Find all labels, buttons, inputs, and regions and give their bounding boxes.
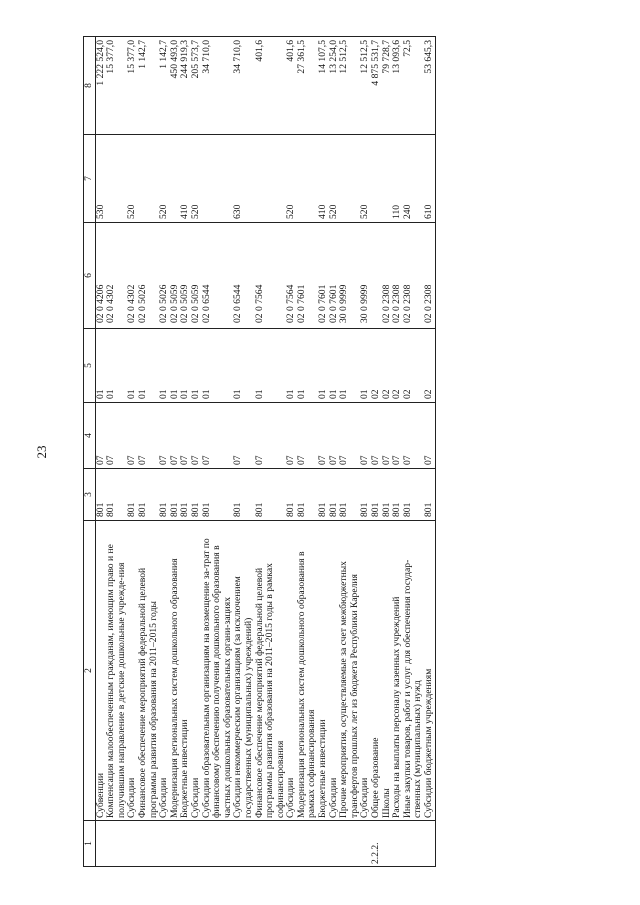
header-col-2: 2 — [84, 521, 96, 821]
row-code-3: 801 — [382, 469, 393, 521]
row-code-7: 630 — [233, 135, 254, 223]
row-code-5: 01 — [318, 329, 329, 403]
row-code-3: 801 — [329, 469, 340, 521]
row-code-5: 02 — [403, 329, 424, 403]
row-amount: 27 361,5 — [297, 37, 318, 135]
row-number — [202, 821, 234, 867]
row-code-4: 07 — [403, 403, 424, 469]
row-code-5: 02 — [371, 329, 382, 403]
table-row — [339, 37, 360, 867]
row-code-5: 01 — [170, 329, 181, 403]
table-body — [95, 37, 435, 867]
row-number — [159, 821, 170, 867]
row-code-4: 07 — [255, 403, 287, 469]
row-number — [138, 821, 159, 867]
row-code-4: 07 — [138, 403, 159, 469]
row-number — [339, 821, 360, 867]
table-row — [424, 37, 435, 867]
row-number — [424, 821, 435, 867]
row-code-5: 02 — [424, 329, 435, 403]
row-code-3: 801 — [202, 469, 234, 521]
header-col-8: 8 — [84, 37, 96, 135]
row-amount: 53 645,3 — [424, 37, 435, 135]
row-code-4: 07 — [339, 403, 360, 469]
row-code-3: 801 — [233, 469, 254, 521]
row-code-3: 801 — [255, 469, 287, 521]
row-name: Прочие мероприятия, осуществляемые за счет межбюджетных трансфертов прошлых лет из бюджета Республики Карелия — [339, 521, 360, 821]
row-amount: 1 222 524,0 — [95, 37, 106, 135]
row-number — [127, 821, 138, 867]
row-code-5: 02 — [382, 329, 393, 403]
row-code-5: 01 — [180, 329, 191, 403]
table-row — [297, 37, 318, 867]
row-amount: 15 377,0 — [106, 37, 127, 135]
row-code-5: 01 — [95, 329, 106, 403]
row-number — [95, 821, 106, 867]
row-code-3: 801 — [191, 469, 202, 521]
row-number — [318, 821, 329, 867]
row-code-3: 801 — [424, 469, 435, 521]
row-code-7: 520 — [286, 135, 297, 223]
row-code-3: 801 — [95, 469, 106, 521]
table-row — [371, 37, 382, 867]
row-amount: 13 254,0 — [329, 37, 340, 135]
row-number — [233, 821, 254, 867]
row-name: Субвенции — [95, 521, 106, 821]
budget-table-rotated — [83, 37, 515, 867]
row-amount: 401,6 — [255, 37, 287, 135]
header-col-4: 4 — [84, 403, 96, 469]
row-code-4: 07 — [106, 403, 127, 469]
row-code-7: 410 — [180, 135, 191, 223]
row-code-7: 410 — [318, 135, 329, 223]
row-code-4: 07 — [170, 403, 181, 469]
row-code-5: 01 — [127, 329, 138, 403]
row-code-5: 01 — [339, 329, 360, 403]
row-amount: 1 142,7 — [138, 37, 159, 135]
row-code-5: 01 — [233, 329, 254, 403]
row-number — [329, 821, 340, 867]
table-row — [318, 37, 329, 867]
row-name: Субсидии некоммерческим организациям (за исключением государственных (муниципальных) учреждений) — [233, 521, 254, 821]
row-code-6: 02 0 6544 — [202, 223, 234, 329]
row-name: Субсидии — [286, 521, 297, 821]
row-code-4: 07 — [382, 403, 393, 469]
row-code-7: 520 — [360, 135, 371, 223]
row-code-6: 02 0 5059 — [180, 223, 191, 329]
row-code-5: 01 — [255, 329, 287, 403]
row-name: Финансовое обеспечение мероприятий федеральной целевой программы развития образования на 2011–2015 годы — [138, 521, 159, 821]
row-code-6: 02 0 7601 — [318, 223, 329, 329]
row-amount: 72,5 — [403, 37, 424, 135]
row-number — [403, 821, 424, 867]
row-number: 2.2.2. — [371, 821, 382, 867]
table-row — [255, 37, 287, 867]
row-code-3: 801 — [159, 469, 170, 521]
row-number — [297, 821, 318, 867]
header-col-6: 6 — [84, 223, 96, 329]
row-code-3: 801 — [286, 469, 297, 521]
header-col-1: 1 — [84, 821, 96, 867]
row-number — [382, 821, 393, 867]
row-amount: 1 142,7 — [159, 37, 170, 135]
row-amount: 15 377,0 — [127, 37, 138, 135]
row-code-4: 07 — [191, 403, 202, 469]
row-code-7: 520 — [159, 135, 170, 223]
row-code-3: 801 — [138, 469, 159, 521]
row-code-7: 530 — [95, 135, 106, 223]
row-code-4: 07 — [318, 403, 329, 469]
row-name: Субсидии бюджетным учреждениям — [424, 521, 435, 821]
row-amount: 34 710,0 — [233, 37, 254, 135]
row-code-7: 240 — [403, 135, 424, 223]
row-amount: 205 573,7 — [191, 37, 202, 135]
table-row — [138, 37, 159, 867]
table-header-row — [84, 37, 96, 867]
row-code-5: 01 — [191, 329, 202, 403]
row-amount: 450 493,0 — [170, 37, 181, 135]
table-row — [106, 37, 127, 867]
row-code-3: 801 — [180, 469, 191, 521]
row-code-4: 07 — [371, 403, 382, 469]
row-code-5: 01 — [297, 329, 318, 403]
row-name: Школы — [382, 521, 393, 821]
row-code-3: 801 — [297, 469, 318, 521]
row-code-7 — [297, 135, 318, 223]
row-code-7: 110 — [392, 135, 403, 223]
row-amount: 12 512,5 — [360, 37, 371, 135]
row-code-4: 07 — [95, 403, 106, 469]
row-code-6: 02 0 7601 — [297, 223, 318, 329]
table-row — [180, 37, 191, 867]
row-amount: 4 875 531,7 — [371, 37, 382, 135]
row-code-7: 610 — [424, 135, 435, 223]
row-code-7 — [371, 135, 382, 223]
row-code-4: 07 — [392, 403, 403, 469]
row-code-5: 01 — [286, 329, 297, 403]
row-code-7 — [202, 135, 234, 223]
table-row — [403, 37, 424, 867]
row-code-3: 801 — [318, 469, 329, 521]
row-name: Субсидии образовательным организациям на возмещение за-трат по финансовому обеспечению получения дошкольного образования в частных дошкольных образовательных органи-зациях — [202, 521, 234, 821]
row-amount: 401,6 — [286, 37, 297, 135]
row-code-6: 02 0 5059 — [191, 223, 202, 329]
row-amount: 13 093,6 — [392, 37, 403, 135]
row-code-7: 520 — [329, 135, 340, 223]
row-code-3: 801 — [339, 469, 360, 521]
row-code-6: 02 0 7564 — [255, 223, 287, 329]
row-name: Компенсация малообеспеченным гражданам, имеющим право и не получившим направление в детские дошкольные учрежде-ния — [106, 521, 127, 821]
row-code-6: 02 0 2308 — [403, 223, 424, 329]
row-code-6: 02 0 4206 — [95, 223, 106, 329]
row-code-4: 07 — [329, 403, 340, 469]
row-code-6: 02 0 2308 — [392, 223, 403, 329]
row-code-4: 07 — [180, 403, 191, 469]
row-code-5: 01 — [329, 329, 340, 403]
row-code-6: 02 0 6544 — [233, 223, 254, 329]
row-code-7 — [255, 135, 287, 223]
row-number — [180, 821, 191, 867]
row-code-3: 801 — [392, 469, 403, 521]
page-number: 23 — [34, 445, 49, 459]
row-amount: 34 710,0 — [202, 37, 234, 135]
row-name: Иные закупки товаров, работ и услуг для обеспечения государ-ственных (муниципальных) нужд — [403, 521, 424, 821]
row-name: Бюджетные инвестиции — [318, 521, 329, 821]
row-amount: 244 919,3 — [180, 37, 191, 135]
row-code-6: 02 0 5026 — [138, 223, 159, 329]
row-code-5: 01 — [138, 329, 159, 403]
row-code-3: 801 — [371, 469, 382, 521]
row-code-6: 02 0 2308 — [382, 223, 393, 329]
row-name: Бюджетные инвестиции — [180, 521, 191, 821]
row-name: Расходы на выплаты персоналу казенных учреждений — [392, 521, 403, 821]
table-row — [191, 37, 202, 867]
header-col-7: 7 — [84, 135, 96, 223]
row-code-4: 07 — [360, 403, 371, 469]
row-name: Субсидии — [159, 521, 170, 821]
row-number — [392, 821, 403, 867]
row-amount: 79 728,7 — [382, 37, 393, 135]
row-code-6: 02 0 2308 — [424, 223, 435, 329]
row-name: Модернизация региональных систем дошкольного образования в рамках софинансирования — [297, 521, 318, 821]
row-code-4: 07 — [286, 403, 297, 469]
row-name: Субсидии — [191, 521, 202, 821]
row-code-5: 01 — [202, 329, 234, 403]
row-number — [170, 821, 181, 867]
header-col-5: 5 — [84, 329, 96, 403]
row-code-7 — [339, 135, 360, 223]
row-code-6: 30 0 9999 — [339, 223, 360, 329]
row-code-5: 01 — [360, 329, 371, 403]
table-row — [233, 37, 254, 867]
row-name: Субсидии — [127, 521, 138, 821]
row-name: Субсидии — [360, 521, 371, 821]
row-code-4: 07 — [233, 403, 254, 469]
row-number — [255, 821, 287, 867]
row-amount: 12 512,5 — [339, 37, 360, 135]
row-number — [106, 821, 127, 867]
row-code-4: 07 — [127, 403, 138, 469]
budget-table — [83, 36, 436, 867]
row-code-3: 801 — [127, 469, 138, 521]
row-code-3: 801 — [170, 469, 181, 521]
row-code-3: 801 — [403, 469, 424, 521]
row-code-6: 02 0 5059 — [170, 223, 181, 329]
row-code-5: 01 — [159, 329, 170, 403]
row-code-4: 07 — [297, 403, 318, 469]
row-code-6: 02 0 7601 — [329, 223, 340, 329]
row-code-3: 801 — [106, 469, 127, 521]
table-row — [202, 37, 234, 867]
row-code-7: 520 — [127, 135, 138, 223]
row-code-7 — [138, 135, 159, 223]
row-code-7: 520 — [191, 135, 202, 223]
row-name: Модернизация региональных систем дошкольного образования — [170, 521, 181, 821]
row-code-3: 801 — [360, 469, 371, 521]
row-code-5: 02 — [392, 329, 403, 403]
row-code-6: 02 0 5026 — [159, 223, 170, 329]
row-code-6: 02 0 4302 — [106, 223, 127, 329]
row-code-4: 07 — [202, 403, 234, 469]
row-code-7 — [106, 135, 127, 223]
row-code-5: 01 — [106, 329, 127, 403]
row-name: Субсидии — [329, 521, 340, 821]
row-number — [286, 821, 297, 867]
row-code-6: 30 0 9999 — [360, 223, 371, 329]
row-code-6: 02 0 7564 — [286, 223, 297, 329]
row-number — [191, 821, 202, 867]
row-name: Финансовое обеспечение мероприятий федеральной целевой программы развития образования на 2011–2015 годы в рамках софинансирования — [255, 521, 287, 821]
row-amount: 14 107,5 — [318, 37, 329, 135]
row-code-4: 07 — [159, 403, 170, 469]
header-col-3: 3 — [84, 469, 96, 521]
row-code-4: 07 — [424, 403, 435, 469]
row-code-6: 02 0 4302 — [127, 223, 138, 329]
row-name: Общее образование — [371, 521, 382, 821]
